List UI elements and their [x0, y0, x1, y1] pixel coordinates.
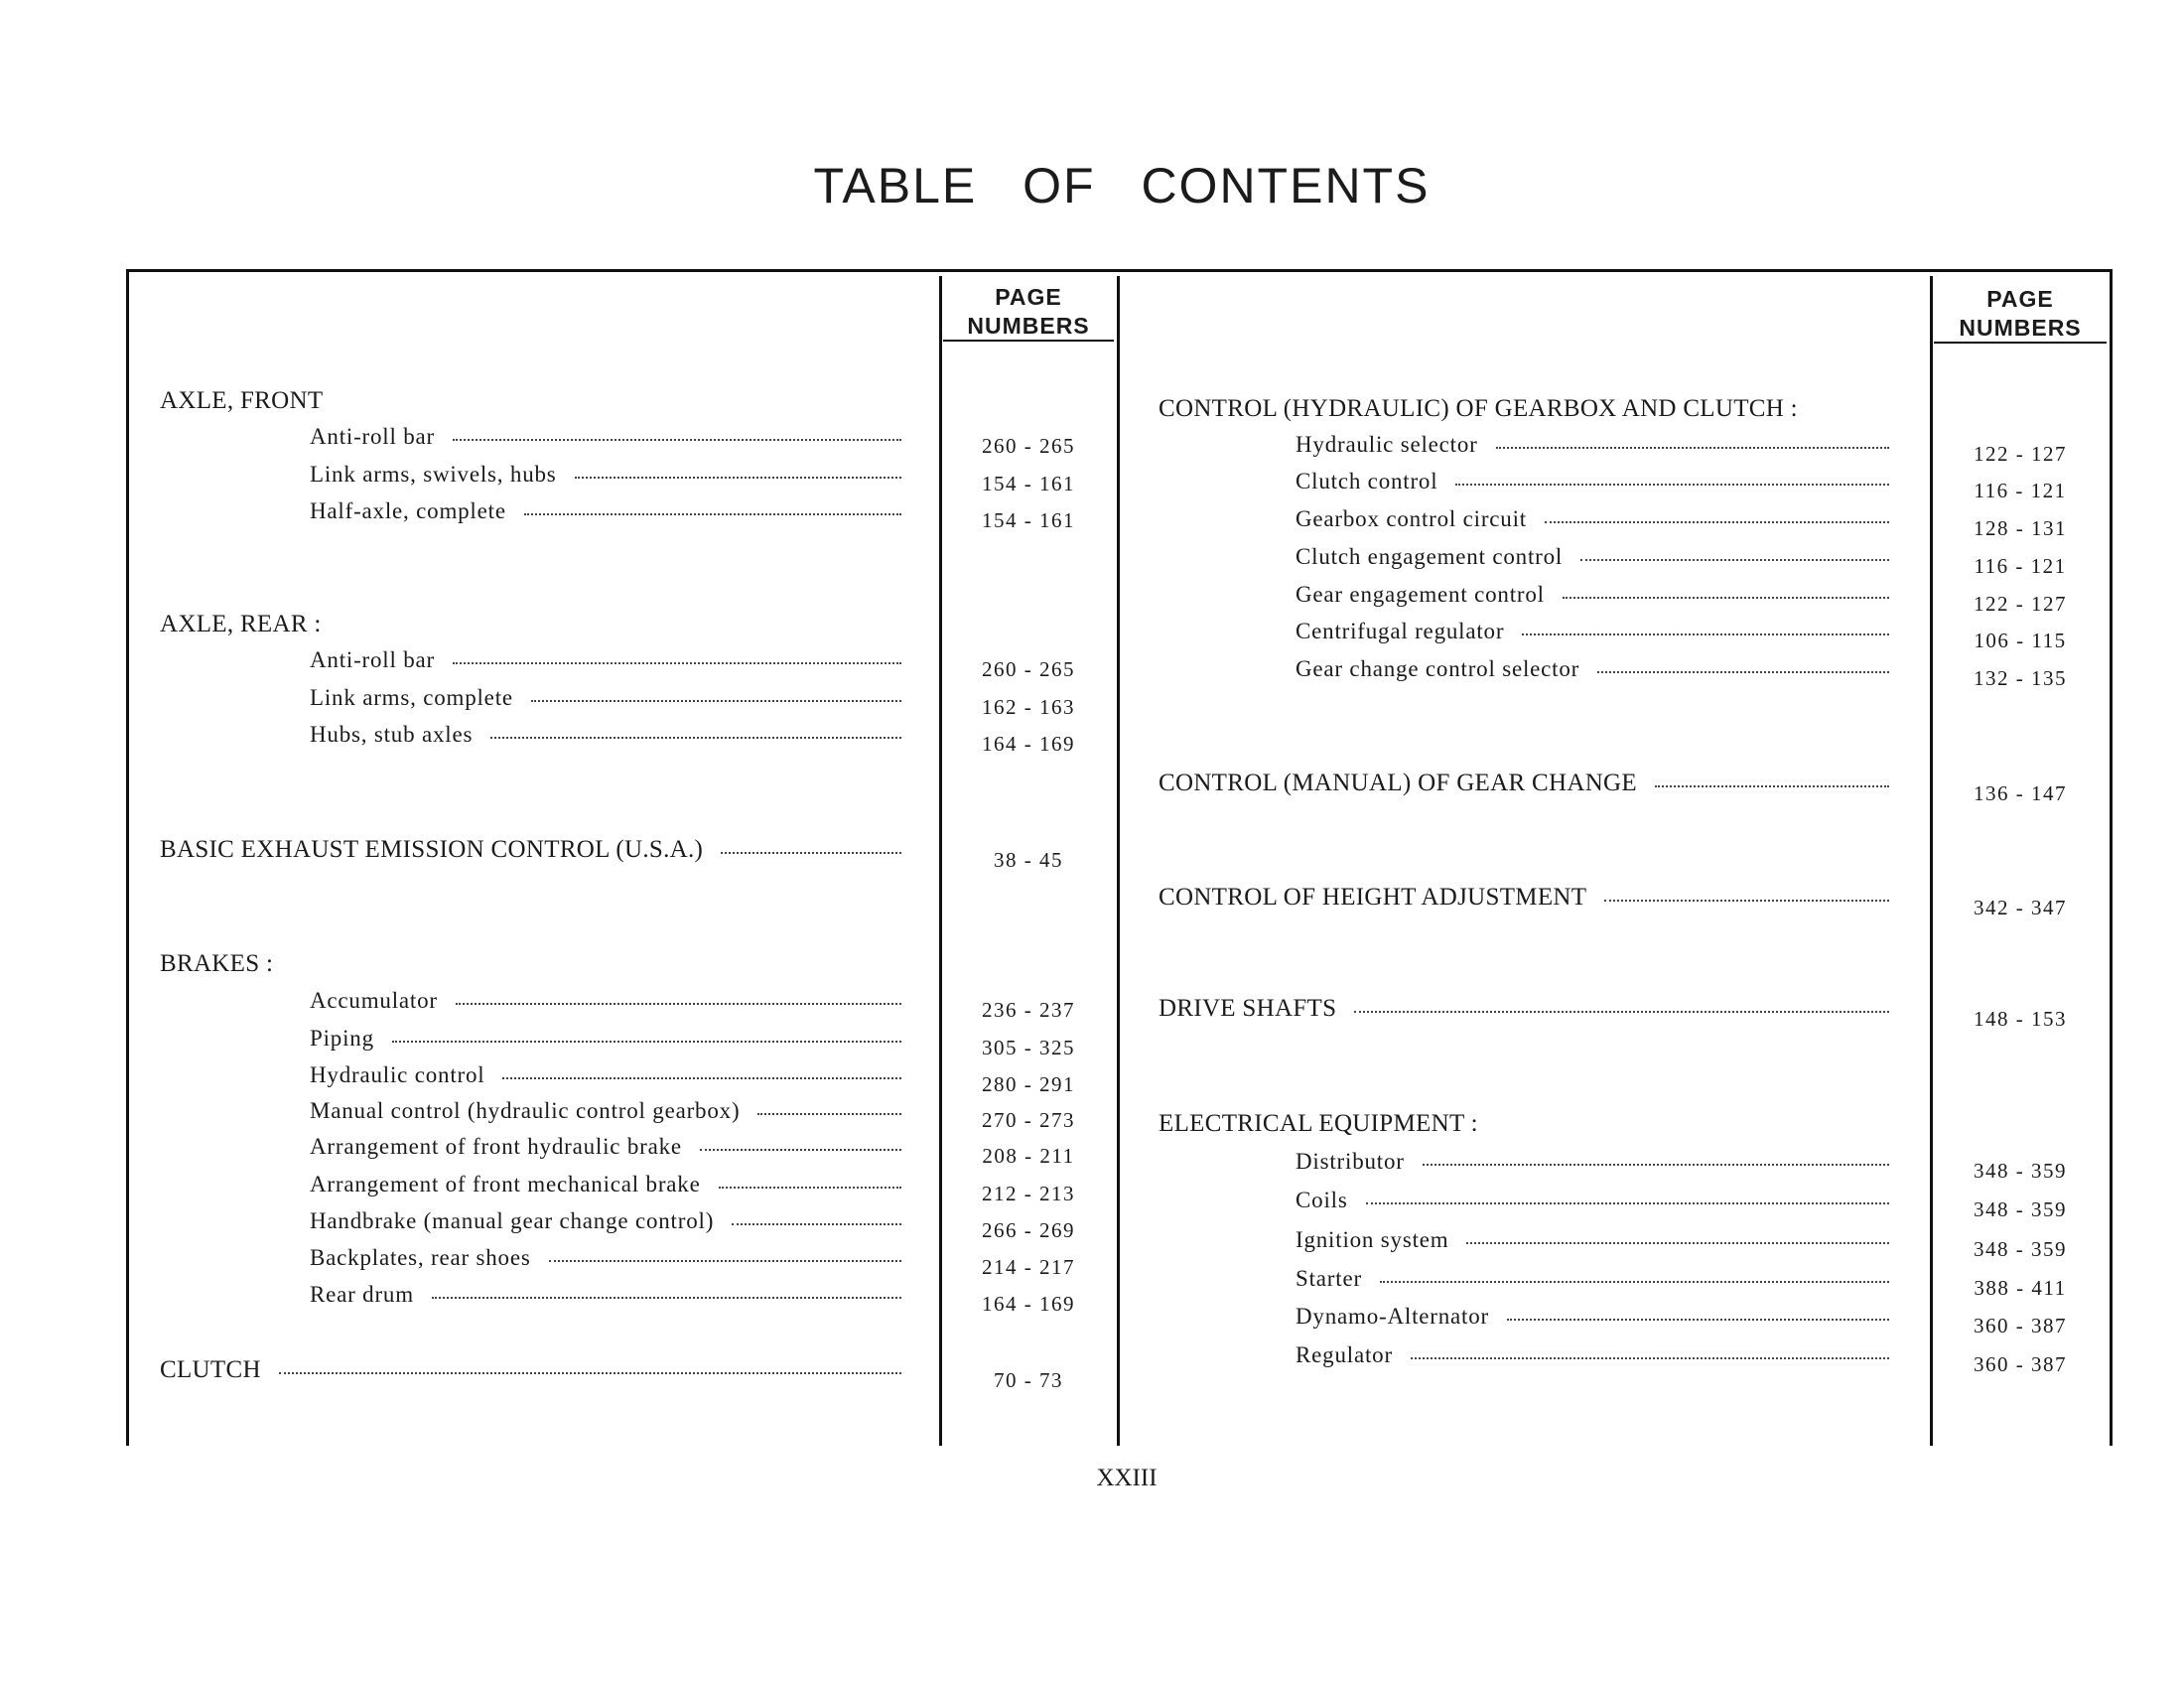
- page-range: 122 - 127: [1974, 442, 2067, 466]
- entry-label: Gearbox control circuit: [1296, 506, 1527, 531]
- toc-entry: [1296, 1188, 1899, 1213]
- page-range: 154 - 161: [982, 472, 1075, 495]
- page-range: 236 - 237: [982, 998, 1075, 1022]
- entry-label: Link arms, swivels, hubs: [310, 462, 557, 487]
- toc-entry: [1296, 656, 1899, 682]
- toc-entry: [310, 1134, 911, 1160]
- toc-entry: [1296, 469, 1899, 494]
- toc-entry: [1296, 544, 1899, 570]
- toc-entry: [1296, 1304, 1899, 1330]
- toc-entry: [310, 1245, 911, 1271]
- entry-label: Arrangement of front mechanical brake: [310, 1172, 701, 1196]
- dot-leader: [1545, 521, 1889, 523]
- entry-label: Starter: [1296, 1266, 1362, 1291]
- entry-label: Manual control (hydraulic control gearbox): [310, 1098, 741, 1123]
- page-range: 260 - 265: [982, 434, 1075, 458]
- toc-entry: [310, 498, 911, 524]
- dot-leader: [732, 1223, 901, 1225]
- section-heading: BASIC EXHAUST EMISSION CONTROL (U.S.A.): [160, 836, 704, 863]
- page-range: 70 - 73: [994, 1368, 1063, 1392]
- toc-entry: [310, 462, 911, 488]
- dot-leader: [279, 1372, 901, 1374]
- page-range: 348 - 359: [1974, 1159, 2067, 1183]
- dot-leader: [719, 1187, 901, 1189]
- dot-leader: [700, 1149, 901, 1151]
- page-range: 260 - 265: [982, 657, 1075, 681]
- dot-leader: [721, 852, 901, 854]
- dot-leader: [1354, 1011, 1889, 1013]
- page-range: 122 - 127: [1974, 592, 2067, 616]
- toc-entry: [310, 722, 911, 748]
- entry-label: Link arms, complete: [310, 685, 513, 710]
- toc-entry: [310, 1208, 911, 1234]
- page-range: 266 - 269: [982, 1218, 1075, 1242]
- dot-leader: [1466, 1242, 1889, 1244]
- page-range: 360 - 387: [1974, 1352, 2067, 1376]
- dot-leader: [1522, 633, 1889, 635]
- entry-label: Dynamo-Alternator: [1296, 1304, 1489, 1329]
- entry-label: Hydraulic control: [310, 1062, 485, 1087]
- dot-leader: [453, 662, 901, 664]
- entry-label: Piping: [310, 1026, 374, 1051]
- page-range: 162 - 163: [982, 695, 1075, 719]
- toc-entry: [310, 1282, 911, 1308]
- page-range: 270 - 273: [982, 1108, 1075, 1132]
- entry-label: Distributor: [1296, 1149, 1405, 1174]
- dot-leader: [1604, 900, 1889, 902]
- dot-leader: [502, 1077, 901, 1079]
- dot-leader: [490, 737, 901, 739]
- entry-label: Gear engagement control: [1296, 582, 1545, 607]
- left-page-column-rule: [939, 276, 942, 1446]
- toc-entry: [1296, 506, 1899, 532]
- entry-label: Ignition system: [1296, 1227, 1449, 1252]
- dot-leader: [757, 1113, 901, 1115]
- dot-leader: [575, 477, 901, 479]
- toc-entry: [1296, 582, 1899, 608]
- right-page-column-rule: [1930, 276, 1933, 1446]
- dot-leader: [1411, 1357, 1889, 1359]
- page-range: 154 - 161: [982, 508, 1075, 532]
- toc-entry: [310, 988, 911, 1014]
- section-heading: AXLE, REAR :: [160, 611, 322, 637]
- left-page-column-right-rule: [1117, 276, 1120, 1446]
- entry-label: Backplates, rear shoes: [310, 1245, 531, 1270]
- entry-label: Handbrake (manual gear change control): [310, 1208, 715, 1233]
- section-heading: CONTROL OF HEIGHT ADJUSTMENT: [1159, 884, 1587, 911]
- dot-leader: [1366, 1202, 1889, 1204]
- toc-entry: [160, 1356, 911, 1384]
- section-heading: DRIVE SHAFTS: [1159, 995, 1337, 1022]
- dot-leader: [1380, 1281, 1889, 1283]
- toc-entry: [1159, 884, 1899, 912]
- page-range: 132 - 135: [1974, 666, 2067, 690]
- page-range: 148 - 153: [1974, 1007, 2067, 1031]
- page-range: 164 - 169: [982, 1292, 1075, 1316]
- table-right-rule: [2110, 269, 2113, 1446]
- entry-label: Clutch control: [1296, 469, 1438, 493]
- toc-entry: [310, 1172, 911, 1197]
- dot-leader: [453, 439, 901, 441]
- page-range: 164 - 169: [982, 732, 1075, 756]
- entry-label: Anti-roll bar: [310, 647, 436, 672]
- toc-entry: [310, 647, 911, 673]
- page-title: TABLE OF CONTENTS: [813, 158, 1431, 213]
- page-range: 106 - 115: [1974, 629, 2067, 652]
- toc-entry: [1159, 995, 1899, 1023]
- dot-leader: [1423, 1164, 1889, 1166]
- entry-label: Half-axle, complete: [310, 498, 506, 523]
- section-heading: CONTROL (HYDRAULIC) OF GEARBOX AND CLUTCH :: [1159, 395, 1798, 422]
- entry-label: Clutch engagement control: [1296, 544, 1564, 569]
- dot-leader: [1496, 447, 1889, 449]
- table-top-rule: [129, 269, 2112, 272]
- page-range: 280 - 291: [982, 1072, 1075, 1096]
- toc-entry: [160, 836, 911, 864]
- page-range: 342 - 347: [1974, 896, 2067, 919]
- dot-leader: [1455, 484, 1889, 486]
- page-range: 128 - 131: [1974, 516, 2067, 540]
- page-range: 208 - 211: [982, 1144, 1075, 1168]
- toc-entry: [310, 424, 911, 450]
- entry-label: Gear change control selector: [1296, 656, 1580, 681]
- page-range: 38 - 45: [994, 848, 1063, 872]
- toc-entry: [1296, 1149, 1899, 1175]
- page-range: 305 - 325: [982, 1036, 1075, 1059]
- page-range: 348 - 359: [1974, 1237, 2067, 1261]
- entry-label: Regulator: [1296, 1342, 1393, 1367]
- entry-label: Coils: [1296, 1188, 1348, 1212]
- toc-entry: [1296, 1266, 1899, 1292]
- toc-entry: [310, 685, 911, 711]
- toc-entry: [310, 1062, 911, 1088]
- page-range: 388 - 411: [1974, 1276, 2067, 1300]
- entry-label: Rear drum: [310, 1282, 414, 1307]
- left-page-numbers-header: PAGE NUMBERS: [967, 284, 1090, 339]
- entry-label: Anti-roll bar: [310, 424, 436, 449]
- entry-label: Arrangement of front hydraulic brake: [310, 1134, 682, 1159]
- dot-leader: [549, 1260, 901, 1262]
- dot-leader: [392, 1041, 901, 1043]
- toc-entry: [1296, 1227, 1899, 1253]
- toc-entry: [1296, 619, 1899, 644]
- entry-label: Hubs, stub axles: [310, 722, 474, 747]
- entry-label: Centrifugal regulator: [1296, 619, 1505, 643]
- section-heading: CLUTCH: [160, 1356, 261, 1383]
- dot-leader: [1507, 1319, 1889, 1321]
- right-page-numbers-header: PAGE NUMBERS: [1959, 286, 2082, 341]
- toc-entry: [1296, 1342, 1899, 1368]
- section-heading: ELECTRICAL EQUIPMENT :: [1159, 1110, 1478, 1137]
- page-range: 136 - 147: [1974, 781, 2067, 805]
- page-range: 214 - 217: [982, 1255, 1075, 1279]
- toc-entry: [310, 1026, 911, 1052]
- table-left-rule: [126, 269, 129, 1446]
- section-heading: AXLE, FRONT: [160, 387, 324, 414]
- section-heading: BRAKES :: [160, 950, 274, 977]
- dot-leader: [1655, 785, 1889, 787]
- toc-entry: [310, 1098, 911, 1124]
- dot-leader: [456, 1003, 901, 1005]
- toc-entry: [1159, 770, 1899, 797]
- toc-entry: [1296, 432, 1899, 458]
- page-range: 116 - 121: [1974, 554, 2067, 578]
- dot-leader: [1563, 597, 1889, 599]
- page-folio: XXIII: [1096, 1465, 1158, 1491]
- dot-leader: [524, 513, 901, 515]
- dot-leader: [1597, 671, 1889, 673]
- entry-label: Hydraulic selector: [1296, 432, 1478, 457]
- page-range: 360 - 387: [1974, 1314, 2067, 1337]
- dot-leader: [432, 1297, 901, 1299]
- dot-leader: [1580, 559, 1889, 561]
- dot-leader: [531, 700, 901, 702]
- page-range: 116 - 121: [1974, 479, 2067, 502]
- entry-label: Accumulator: [310, 988, 438, 1013]
- page-range: 348 - 359: [1974, 1197, 2067, 1221]
- section-heading: CONTROL (MANUAL) OF GEAR CHANGE: [1159, 770, 1637, 796]
- page-range: 212 - 213: [982, 1182, 1075, 1205]
